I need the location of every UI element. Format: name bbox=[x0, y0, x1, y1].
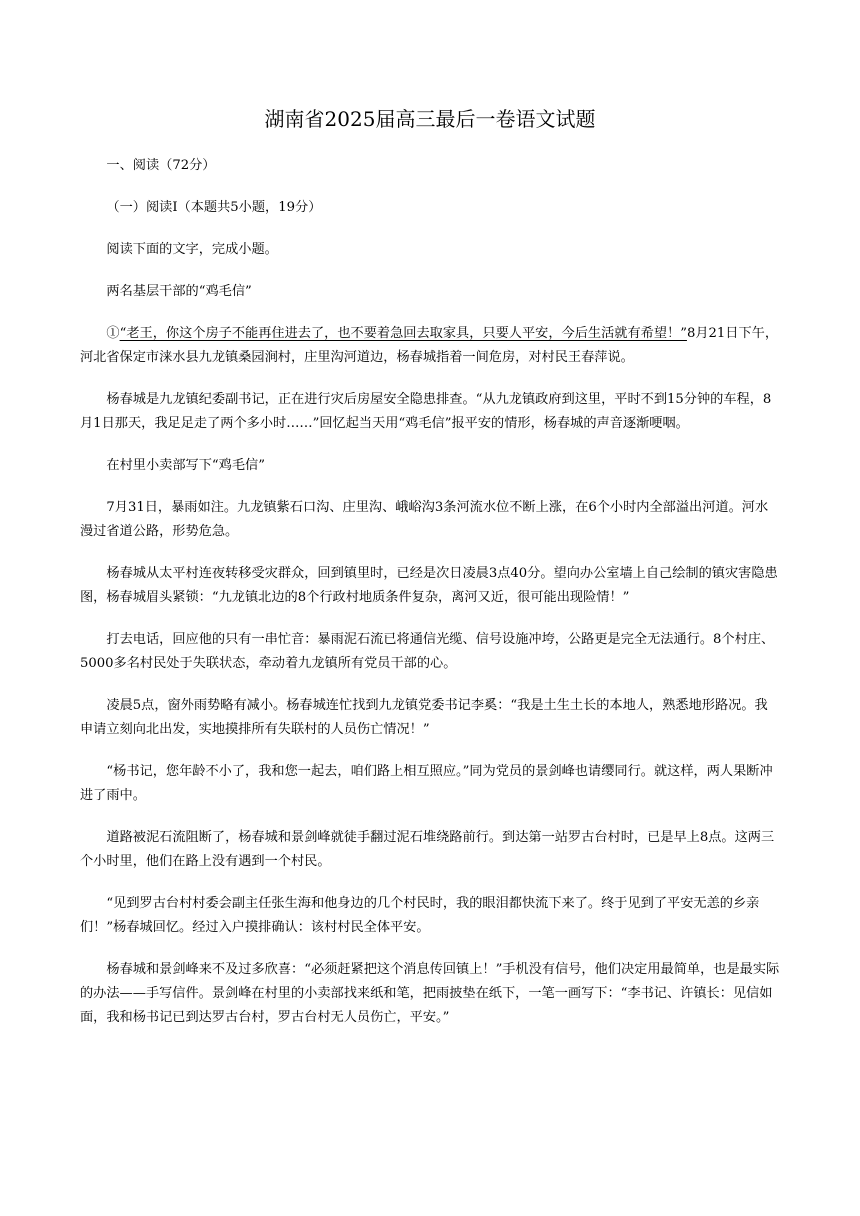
paragraph-1-rest: 8月21日下午，河北省保定市涞水县九龙镇桑园涧村，庄里沟河道边，杨春城指着一间危房，对村民王春萍说。 bbox=[80, 326, 779, 365]
paragraph-6: 凌晨5点，窗外雨势略有减小。杨春城连忙找到九龙镇党委书记李奚：“我是土生土长的本地人，熟悉地形路况。我申请立刻向北出发，实地摸排所有失联村的人员伤亡情况！” bbox=[80, 698, 768, 737]
article-title: 两名基层干部的“鸡毛信” bbox=[106, 284, 252, 299]
paragraph-4: 杨春城从太平村连夜转移受灾群众，回到镇里时，已经是次日凌晨3点40分。望向办公室墙上自己绘制的镇灾害隐患图，杨春城眉头紧锁：“九龙镇北边的8个行政村地质条件复杂，离河又近，很可能出现险情！” bbox=[80, 566, 778, 605]
subsection-heading: （一）阅读Ⅰ（本题共5小题，19分） bbox=[106, 200, 322, 215]
paragraph-9: “见到罗古台村村委会副主任张生海和他身边的几个村民时，我的眼泪都快流下来了。终于见到了平安无恙的乡亲们！”杨春城回忆。经过入户摸排确认：该村村民全体平安。 bbox=[80, 896, 760, 935]
paragraph-2: 杨春城是九龙镇纪委副书记，正在进行灾后房屋安全隐患排查。“从九龙镇政府到这里，平时不到15分钟的车程，8月1日那天，我足足走了两个多小时……”回忆起当天用“鸡毛信”报平安的情形，杨春城的声音逐渐哽咽。 bbox=[80, 392, 772, 431]
paragraph-7: “杨书记，您年龄不小了，我和您一起去，咱们路上相互照应。”同为党员的景剑峰也请缨同行。就这样，两人果断冲进了雨中。 bbox=[80, 764, 773, 803]
paragraph-marker: ① bbox=[106, 326, 120, 341]
page-title: 湖南省2025届高三最后一卷语文试题 bbox=[264, 107, 596, 131]
paragraph-10: 杨春城和景剑峰来不及过多欣喜：“必须赶紧把这个消息传回镇上！”手机没有信号，他们决定用最简单，也是最实际的办法——手写信件。景剑峰在村里的小卖部找来纸和笔，把雨披垫在纸下，一笔一画写下：“李书记、许镇长：见信如面，我和杨书记已到达罗古台村，罗古台村无人员伤亡，平安。” bbox=[80, 962, 780, 1025]
paragraph-1 bbox=[80, 322, 780, 370]
article-subheading: 在村里小卖部写下“鸡毛信” bbox=[106, 458, 265, 473]
paragraph-3: 7月31日，暴雨如注。九龙镇紫石口沟、庄里沟、峨峪沟3条河流水位不断上涨，在6个小时内全部溢出河道。河水漫过省道公路，形势危急。 bbox=[80, 500, 769, 539]
underlined-quote: “老王，你这个房子不能再住进去了，也不要着急回去取家具，只要人平安，今后生活就有希望！” bbox=[119, 326, 687, 341]
paragraph-5: 打去电话，回应他的只有一串忙音：暴雨泥石流已将通信光缆、信号设施冲垮，公路更是完全无法通行。8个村庄、5000多名村民处于失联状态，牵动着九龙镇所有党员干部的心。 bbox=[80, 632, 775, 671]
section-heading: 一、阅读（72分） bbox=[106, 158, 216, 173]
document-body bbox=[80, 154, 780, 1048]
instruction-text: 阅读下面的文字，完成小题。 bbox=[106, 242, 278, 257]
paragraph-8: 道路被泥石流阻断了，杨春城和景剑峰就徒手翻过泥石堆绕路前行。到达第一站罗古台村时，已是早上8点。这两三个小时里，他们在路上没有遇到一个村民。 bbox=[80, 830, 775, 869]
